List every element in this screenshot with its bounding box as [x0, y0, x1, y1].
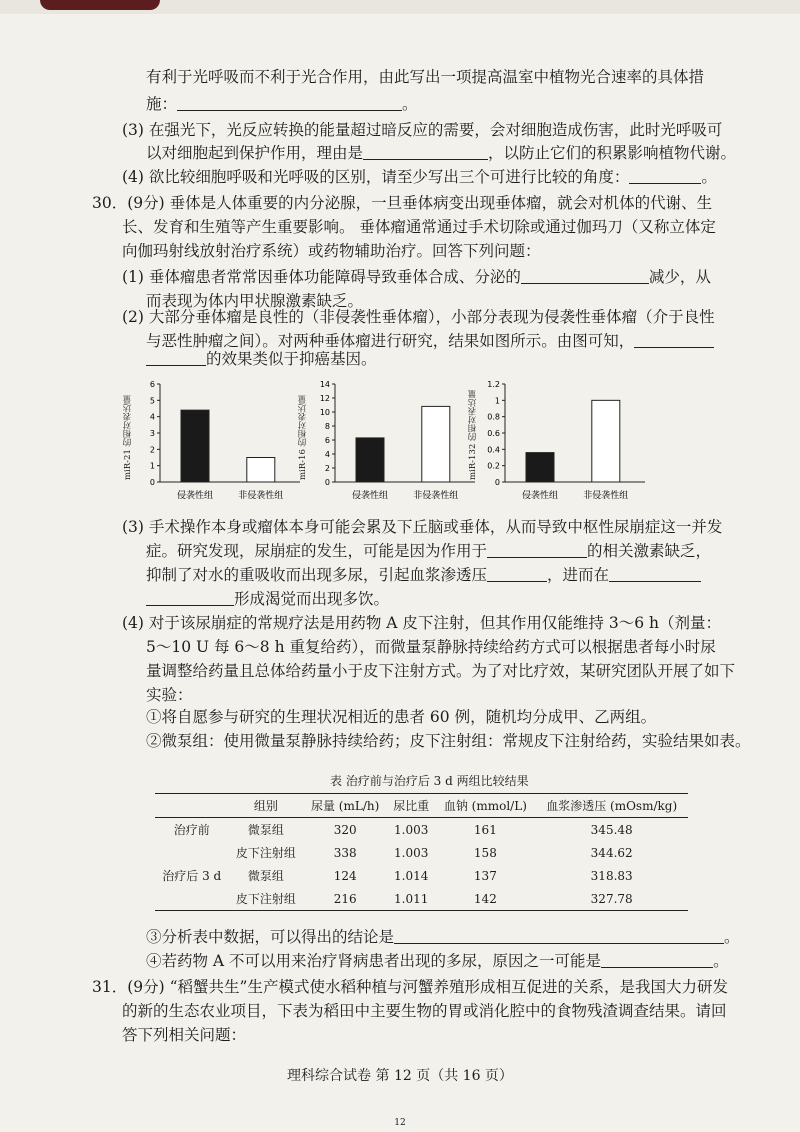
y-tick-label: 0 — [149, 478, 155, 487]
table-cell: 124 — [333, 868, 357, 883]
y-tick-label: 4 — [324, 450, 330, 459]
table-cell: 微泵组 — [247, 869, 284, 883]
bar — [422, 406, 450, 482]
y-tick-label: 4 — [149, 412, 155, 422]
top-edge — [0, 0, 800, 14]
table-cell: 318.83 — [590, 868, 633, 883]
text-line: (4) 对于该尿崩症的常规疗法是用药物 A 皮下注射，但其作用仅能维持 3～6 h（剂量： — [122, 614, 721, 632]
y-tick-label: 2 — [149, 445, 155, 455]
text-line: 以对细胞起到保护作用，理由是 ，以防止它们的积累影响植物代谢。 — [146, 144, 737, 162]
bar — [526, 453, 554, 482]
text-line: 的新的生态农业项目，下表为稻田中主要生物的胃或消化腔中的食物残渣调查结果。请回 — [122, 1002, 727, 1020]
y-tick-label: 10 — [319, 408, 330, 417]
table-cell: 1.014 — [394, 868, 429, 883]
table-header-cell — [155, 794, 229, 818]
table-cell: 161 — [473, 822, 497, 837]
question-30: 30．(9分) 垂体是人体重要的内分泌腺，一旦垂体病变出现垂体瘤，就会对机体的代谢、生 — [92, 194, 713, 212]
table-row — [155, 841, 688, 864]
text-line: (3) 手术操作本身或瘤体本身可能会累及下丘脑或垂体，从而导致中枢性尿崩症这一并发 — [122, 518, 723, 536]
text-line: 与恶性肿瘤之间）。对两种垂体瘤进行研究，结果如图所示。由图可知， — [146, 330, 714, 352]
text-line: (2) 大部分垂体瘤是良性的（非侵袭性垂体瘤），小部分表现为侵袭性垂体瘤（介于良性 — [122, 308, 715, 326]
x-tick-label: 非侵袭性组 — [413, 491, 459, 501]
text-line: ③分析表中数据，可以得出的结论是 。 — [146, 928, 740, 946]
y-tick-label: 14 — [319, 380, 330, 389]
text-line: ②微泵组：使用微量泵静脉持续给药；皮下注射组：常规皮下注射给药，实验结果如表。 — [146, 732, 751, 750]
y-tick-label: 5 — [149, 396, 155, 406]
table-row — [155, 887, 688, 911]
chart-mir16 — [298, 374, 485, 502]
y-axis-label: miR-16 的相对表达量 — [298, 395, 308, 480]
table-caption: 表 治疗前与治疗后 3 d 两组比较结果 — [330, 774, 529, 788]
table-cell: 142 — [435, 887, 535, 911]
x-tick-label: 侵袭性组 — [176, 491, 214, 501]
text-line: 5～10 U 每 6～8 h 重复给药），而微量泵静脉持续给药方式可以根据患者每小时尿 — [146, 638, 716, 656]
y-tick-label: 0 — [324, 478, 330, 487]
table-cell: 1.003 — [394, 822, 429, 837]
table-cell: 345.48 — [590, 822, 633, 837]
text-line: 抑制了对水的重吸收而出现多尿，引起血浆渗透压 ，进而在 — [146, 564, 701, 586]
table-header-cell: 尿量 (mL/h) — [303, 794, 387, 818]
y-tick-label: 3 — [149, 429, 155, 438]
text-line: 向伽玛射线放射治疗系统）或药物辅助治疗。回答下列问题： — [122, 242, 541, 260]
chart-mir132 — [468, 374, 655, 502]
table-cell: 137 — [473, 868, 497, 883]
bar — [181, 410, 209, 482]
text-line: (4) 欲比较细胞呼吸和光呼吸的区别，请至少写出三个可进行比较的角度： 。 — [122, 168, 717, 186]
table-cell — [155, 887, 229, 911]
bar — [247, 458, 275, 483]
y-tick-label: 2 — [324, 464, 330, 473]
text-line: 量调整给药量且总体给药量小于皮下注射方式。为了对比疗效，某研究团队开展了如下 — [146, 662, 736, 680]
text-line: ①将自愿参与研究的生理状况相近的患者 60 例，随机均分成甲、乙两组。 — [146, 708, 657, 726]
chart-svg — [130, 374, 310, 502]
table-cell: 158 — [473, 845, 497, 860]
x-tick-label: 侵袭性组 — [351, 491, 389, 501]
table-cell: 338 — [333, 845, 357, 860]
text-line: (3) 在强光下，光反应转换的能量超过暗反应的需要，会对细胞造成伤害，此时光呼吸可 — [122, 121, 723, 139]
bar — [356, 438, 384, 482]
y-axis-label: miR-21 的相对表达量 — [123, 395, 133, 480]
page-number: 12 — [394, 1118, 406, 1128]
y-tick-label: 0.4 — [487, 445, 500, 455]
question-31: 31．(9分) “稻蟹共生”生产模式使水稻种植与河蟹养殖形成相互促进的关系，是我国大力研发 — [92, 978, 728, 996]
table-cell: 皮下注射组 — [235, 846, 296, 860]
table-cell: 治疗后 3 d — [162, 869, 222, 883]
table-row — [155, 864, 688, 887]
text-line: 而表现为体内甲状腺激素缺乏。 — [146, 292, 364, 310]
text-line: 有利于光呼吸而不利于光合作用，由此写出一项提高温室中植物光合速率的具体措 — [146, 68, 705, 86]
text-line: 施： 。 — [146, 95, 418, 113]
text-line: 答下列相关问题： — [122, 1026, 247, 1044]
results-table — [155, 793, 688, 911]
y-tick-label: 0.8 — [487, 412, 500, 422]
text-line: 的效果类似于抑癌基因。 — [146, 348, 377, 370]
y-tick-label: 8 — [324, 422, 330, 431]
table-cell — [155, 841, 229, 864]
table-cell: 皮下注射组 — [229, 887, 304, 911]
chart-mir21 — [123, 374, 310, 502]
table-cell: 1.003 — [394, 845, 429, 860]
x-tick-label: 非侵袭性组 — [583, 491, 629, 501]
page-footer: 理科综合试卷 第 12 页（共 16 页） — [287, 1068, 513, 1084]
y-tick-label: 1 — [149, 461, 155, 471]
table-row — [155, 818, 688, 842]
table-cell: 327.78 — [535, 887, 688, 911]
table-cell: 微泵组 — [247, 823, 284, 837]
table-header-cell: 血钠 (mmol/L) — [435, 794, 535, 818]
y-tick-label: 12 — [319, 394, 330, 403]
table-header-cell: 血浆渗透压 (mOsm/kg) — [535, 794, 688, 818]
x-tick-label: 侵袭性组 — [521, 491, 559, 501]
y-tick-label: 6 — [149, 380, 155, 389]
text-line: 长、发育和生殖等产生重要影响。 垂体瘤通常通过手术切除或通过伽玛刀（又称立体定 — [122, 218, 716, 236]
table-cell: 216 — [303, 887, 387, 911]
text-line: 实验： — [146, 686, 193, 704]
bar-charts — [123, 374, 730, 502]
binding-strip — [40, 0, 160, 10]
chart-svg — [305, 374, 485, 502]
table-header-cell: 组别 — [229, 794, 304, 818]
y-tick-label: 0.6 — [487, 429, 500, 438]
text-line: ④若药物 A 不可以用来治疗肾病患者出现的多尿，原因之一可能是 。 — [146, 952, 729, 970]
y-tick-label: 6 — [324, 436, 330, 445]
y-tick-label: 1.2 — [487, 380, 500, 389]
text-line: 症。研究发现，尿崩症的发生，可能是因为作用于 的相关激素缺乏， — [146, 542, 712, 560]
text-line: (1) 垂体瘤患者常常因垂体功能障碍导致垂体合成、分泌的 减少，从 — [122, 268, 711, 286]
bar — [592, 400, 620, 482]
y-axis-label: miR-132 的相对表达量 — [468, 390, 478, 480]
y-tick-label: 1 — [494, 396, 500, 406]
y-tick-label: 0 — [494, 478, 500, 487]
table-cell: 344.62 — [590, 845, 633, 860]
x-tick-label: 非侵袭性组 — [238, 491, 284, 501]
text-line: 形成渴觉而出现多饮。 — [146, 588, 389, 610]
y-tick-label: 0.2 — [487, 461, 500, 471]
table-cell: 320 — [333, 822, 357, 837]
table-header-cell: 尿比重 — [387, 794, 435, 818]
chart-svg — [475, 374, 655, 502]
table-cell: 1.011 — [387, 887, 435, 911]
table-cell: 治疗前 — [173, 823, 210, 837]
